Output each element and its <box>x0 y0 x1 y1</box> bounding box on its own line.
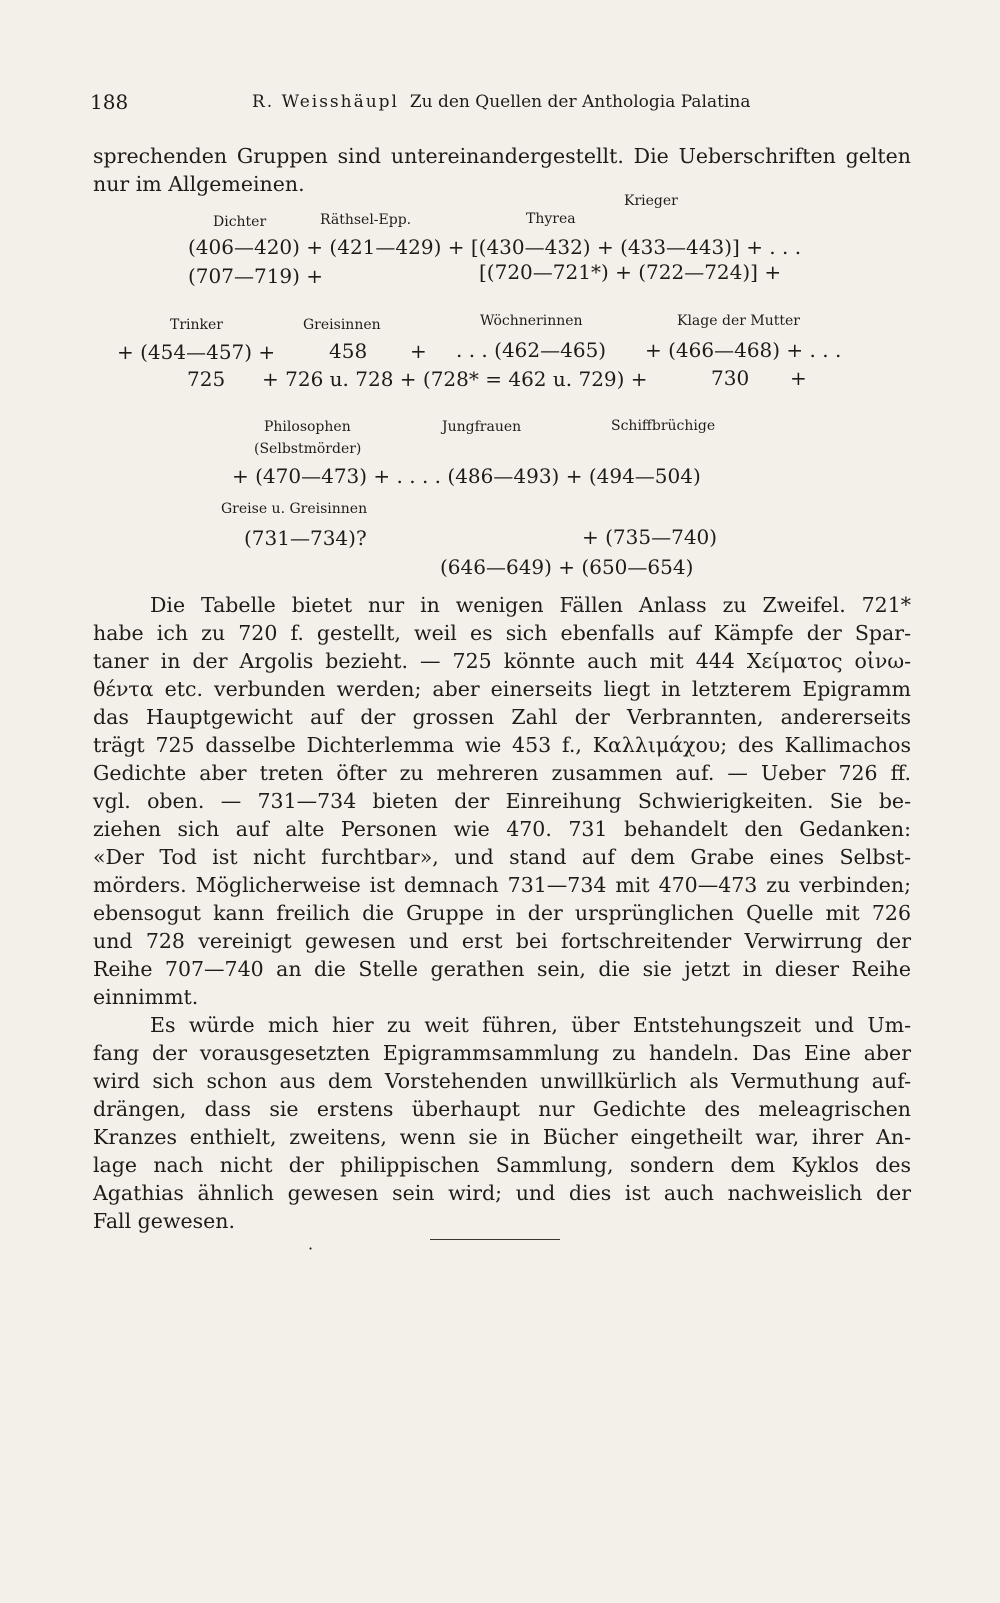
table-label: Thyrea <box>526 211 576 227</box>
table-label: Klage der Mutter <box>677 313 800 329</box>
paragraph-line: Fall gewesen. <box>93 1209 235 1233</box>
table-formula: + (735—740) <box>582 525 718 549</box>
paragraph-line: trägt 725 dasselbe Dichterlemma wie 453 f., Καλλιμάχου; des Kallimachos <box>93 733 911 757</box>
paragraph-line: Gedichte aber treten öfter zu mehreren zusammen auf. — Ueber 726 ff. <box>93 761 911 785</box>
paragraph-line: drängen, dass sie erstens überhaupt nur Gedichte des meleagrischen <box>93 1097 911 1121</box>
paragraph-line: Reihe 707—740 an die Stelle gerathen sein, die sie jetzt in dieser Reihe <box>93 957 911 981</box>
page-number: 188 <box>90 90 129 114</box>
paragraph-line: fang der vorausgesetzten Epigrammsammlung zu handeln. Das Eine aber <box>93 1041 911 1065</box>
paragraph-line: sprechenden Gruppen sind untereinandergestellt. Die Ueberschriften gelten <box>93 144 911 168</box>
table-label: (Selbstmörder) <box>254 441 362 457</box>
table-label: Jungfrauen <box>442 419 522 435</box>
paragraph-line: taner in der Argolis bezieht. — 725 könnte auch mit 444 Χείματος οἰνω- <box>93 649 911 673</box>
table-formula: (707—719) + <box>188 264 324 288</box>
paragraph-line: wird sich schon aus dem Vorstehenden unwillkürlich als Vermuthung auf- <box>93 1069 911 1093</box>
table-formula: + (466—468) + . . . <box>645 338 842 362</box>
table-label: Krieger <box>624 193 678 209</box>
paragraph-line: mörders. Möglicherweise ist demnach 731—734 mit 470—473 zu verbinden; <box>93 873 911 897</box>
table-label: Dichter <box>213 214 267 230</box>
table-label: Greisinnen <box>303 317 381 333</box>
table-formula: + (470—473) + . . . . (486—493) + (494—504) <box>232 464 701 488</box>
table-label: Philosophen <box>264 419 351 435</box>
paragraph-line: Es würde mich hier zu weit führen, über Entstehungszeit und Um- <box>150 1013 911 1037</box>
table-label: Greise u. Greisinnen <box>221 501 368 517</box>
paragraph-line: ebensogut kann freilich die Gruppe in der ursprünglichen Quelle mit 726 <box>93 901 911 925</box>
paragraph-line: das Hauptgewicht auf der grossen Zahl der Verbrannten, andererseits <box>93 705 911 729</box>
table-label: Schiffbrüchige <box>611 418 716 434</box>
section-end-dot: · <box>308 1239 314 1258</box>
paragraph-line: lage nach nicht der philippischen Sammlung, sondern dem Kyklos des <box>93 1153 911 1177</box>
table-formula: 725 <box>187 367 226 391</box>
running-head <box>252 92 751 112</box>
table-formula: [(720—721*) + (722—724)] + <box>479 260 782 284</box>
paragraph-line: nur im Allgemeinen. <box>93 172 305 196</box>
paragraph-line: und 728 vereinigt gewesen und erst bei fortschreitender Verwirrung der <box>93 929 911 953</box>
paragraph-line: vgl. oben. — 731—734 bieten der Einreihung Schwierigkeiten. Sie be- <box>93 789 911 813</box>
paragraph-line: Kranzes enthielt, zweitens, wenn sie in Bücher eingetheilt war, ihrer An- <box>93 1125 911 1149</box>
table-formula: + <box>410 339 427 363</box>
section-end-rule <box>430 1239 560 1240</box>
table-label: Wöchnerinnen <box>480 313 583 329</box>
header-title: Zu den Quellen der Anthologia Palatina <box>409 92 751 112</box>
table-formula: (731—734)? <box>244 526 367 550</box>
table-label: Räthsel-Epp. <box>320 212 412 228</box>
table-label: Trinker <box>170 317 223 333</box>
paragraph-line: ziehen sich auf alte Personen wie 470. 731 behandelt den Gedanken: <box>93 817 911 841</box>
paragraph-line: Die Tabelle bietet nur in wenigen Fällen Anlass zu Zweifel. 721* <box>150 593 911 617</box>
paragraph-line: einnimmt. <box>93 985 199 1009</box>
table-formula: . . . (462—465) <box>456 338 607 362</box>
table-formula: + <box>790 366 807 390</box>
table-formula: (646—649) + (650—654) <box>440 555 694 579</box>
table-formula: 730 <box>711 366 750 390</box>
running-header <box>90 90 910 120</box>
paragraph-line: habe ich zu 720 f. gestellt, weil es sich ebenfalls auf Kämpfe der Spar- <box>93 621 911 645</box>
paragraph-line: «Der Tod ist nicht furchtbar», und stand auf dem Grabe eines Selbst- <box>93 845 911 869</box>
header-author: R. Weisshäupl <box>252 92 399 112</box>
paragraph-line: θέντα etc. verbunden werden; aber einerseits liegt in letzterem Epigramm <box>93 677 911 701</box>
table-formula: + (454—457) + <box>117 340 276 364</box>
table-formula: 458 <box>329 339 368 363</box>
table-formula: (406—420) + (421—429) + [(430—432) + (433—443)] + . . . <box>188 235 802 259</box>
paragraph-line: Agathias ähnlich gewesen sein wird; und dies ist auch nachweislich der <box>93 1181 911 1205</box>
table-formula: + 726 u. 728 + (728* = 462 u. 729) + <box>262 367 648 391</box>
